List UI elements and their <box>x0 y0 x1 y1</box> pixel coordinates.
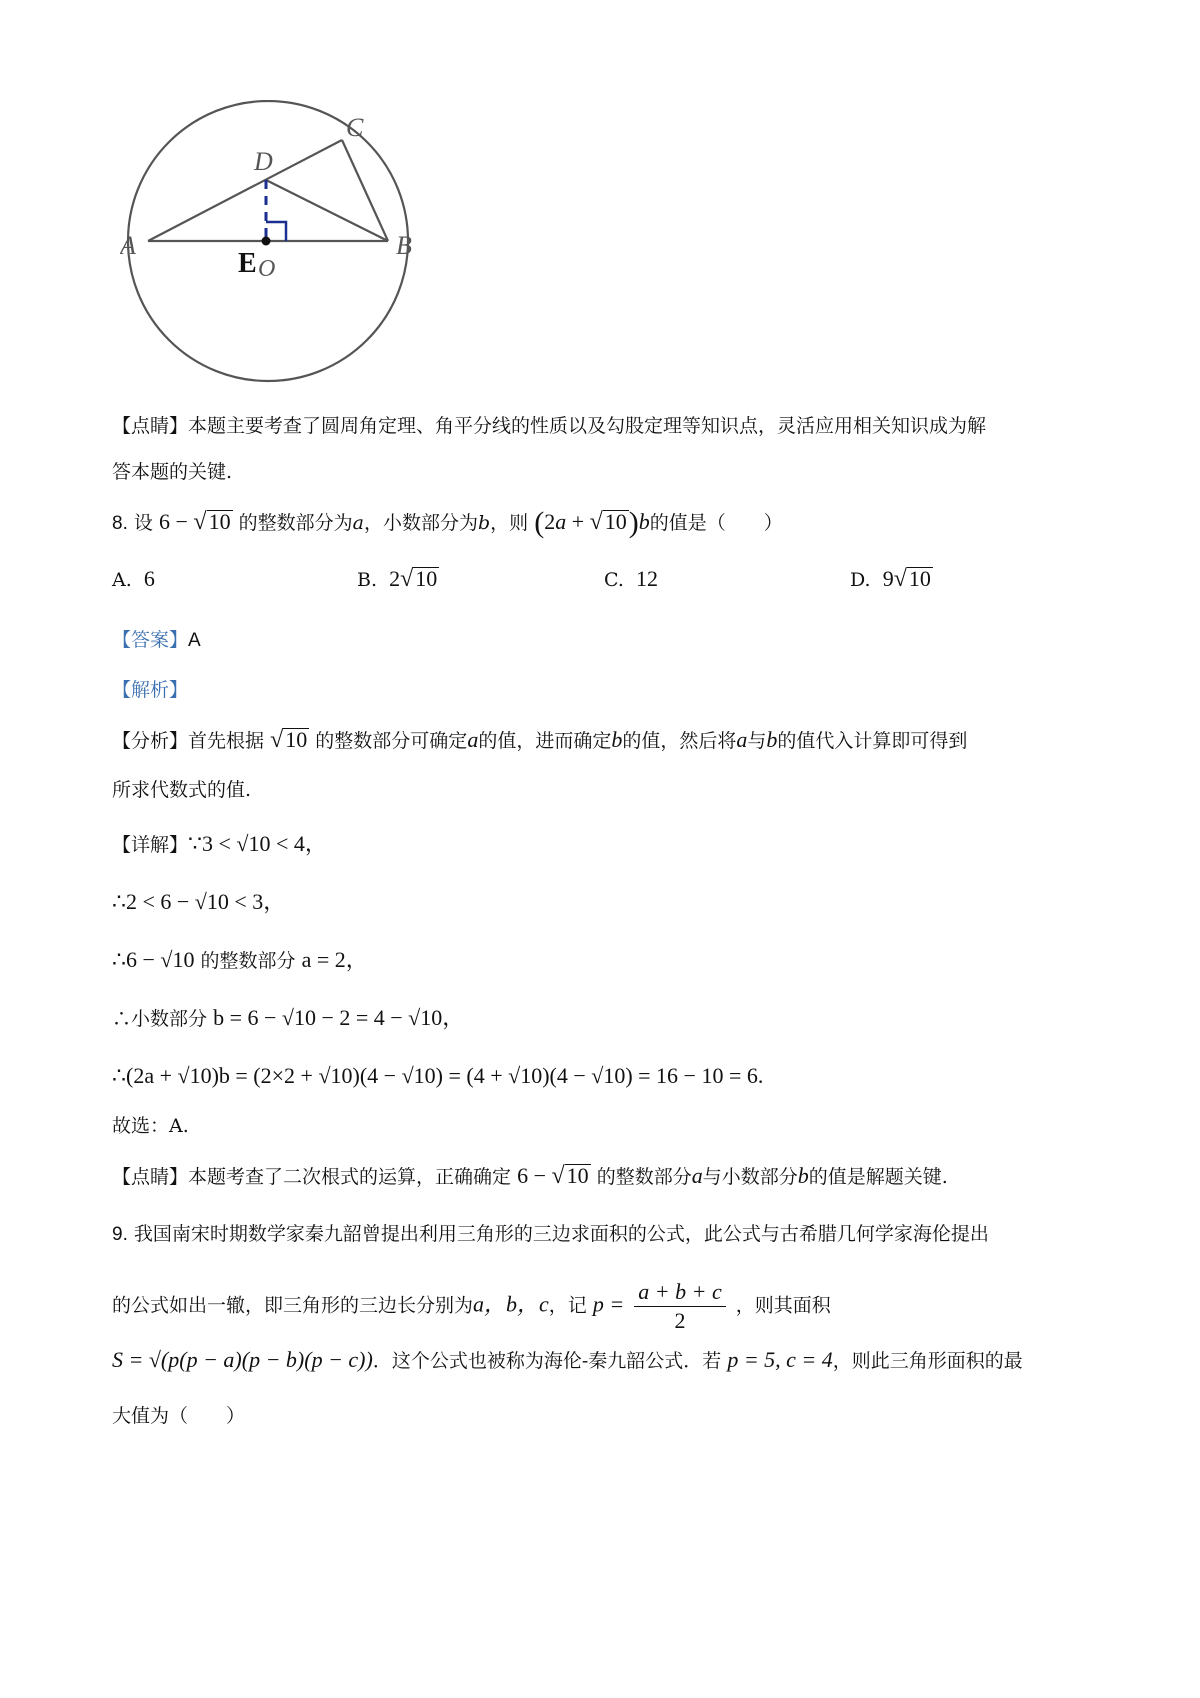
step-text: 的整数部分 <box>200 950 296 972</box>
detail-tag: 【详解】 <box>112 834 189 856</box>
fenxi-text: 与 <box>747 730 767 752</box>
var-a: a <box>467 727 479 752</box>
q9-line2 <box>112 1278 831 1335</box>
q8-comment <box>112 1162 948 1191</box>
segment-ac <box>148 140 342 241</box>
q9-line1 <box>112 1220 989 1249</box>
comment-tag: 【点睛】 <box>112 1166 189 1188</box>
comment-text: 本题主要考查了圆周角定理、角平分线的性质以及勾股定理等知识点，灵活应用相关知识成为解 <box>188 415 987 437</box>
detail-step4 <box>112 1004 464 1033</box>
option-a[interactable] <box>112 566 155 592</box>
comment-text: 答本题的关键. <box>112 461 233 483</box>
detail-step1 <box>112 830 327 859</box>
question-number: 8. <box>112 513 128 534</box>
var-a: a <box>352 512 364 534</box>
step-formula: ∴6 − √10 <box>112 947 195 972</box>
q7-comment-line2 <box>112 458 232 486</box>
option-d[interactable] <box>850 566 933 593</box>
option-letter: D. <box>850 569 871 591</box>
detail-step2 <box>112 888 285 917</box>
comment-text: 的值是解题关键. <box>808 1166 948 1188</box>
stem-text: 的值是（ ） <box>649 512 783 534</box>
option-letter: A. <box>112 569 132 591</box>
fenxi-line2 <box>112 776 251 804</box>
question-number: 9. <box>112 1224 128 1245</box>
q8-stem <box>112 508 783 538</box>
segment-db <box>266 180 388 241</box>
analysis-line <box>112 676 188 704</box>
option-value: 12 <box>636 566 658 591</box>
stem-text: 的整数部分为 <box>238 512 353 534</box>
expr-2a-plus-sqrt10-b: (2a + √10)b <box>534 506 650 539</box>
q7-comment-line1 <box>112 412 986 440</box>
detail-step5 <box>112 1062 763 1091</box>
stem-text: ，小数部分为 <box>363 512 478 534</box>
stem-text: ，则此三角形面积的最 <box>832 1350 1023 1372</box>
answer-line <box>112 626 201 655</box>
option-b[interactable] <box>357 566 439 593</box>
fenxi-text: 所求代数式的值. <box>112 779 252 801</box>
stem-text: ，则 <box>490 512 529 534</box>
stem-text: 我国南宋时期数学家秦九韶曾提出利用三角形的三边求面积的公式，此公式与古希腊几何学家海伦提出 <box>133 1223 989 1245</box>
q9-line4 <box>112 1402 245 1430</box>
fenxi-text: 首先根据 <box>188 730 265 752</box>
var-b: b <box>611 727 623 752</box>
label-e: E <box>238 248 257 279</box>
var-b: b <box>477 512 491 534</box>
option-letter: C. <box>604 569 624 591</box>
option-value: 9√10 <box>882 566 931 592</box>
step-text: ∴小数部分 <box>112 1008 208 1030</box>
option-value: 2√10 <box>389 566 438 592</box>
label-o: O <box>258 256 276 282</box>
stem-text: 设 <box>133 512 153 534</box>
var-a: a <box>691 1163 703 1188</box>
expr-sqrt10: √10 <box>270 727 308 753</box>
stem-text: ，则其面积 <box>735 1294 831 1317</box>
option-letter: B. <box>357 569 378 591</box>
vars-abc: a，b，c <box>473 1291 549 1317</box>
label-d: D <box>254 147 273 176</box>
fenxi-tag: 【分析】 <box>112 730 189 752</box>
fenxi-text: 的整数部分可确定 <box>315 730 468 752</box>
fraction-numerator: a + b + c <box>634 1278 725 1307</box>
option-c[interactable] <box>604 566 658 592</box>
choose-line <box>112 1112 189 1140</box>
p-equals: p = <box>592 1291 625 1317</box>
var-a: a <box>736 727 748 752</box>
var-b: b <box>797 1163 809 1188</box>
stem-text: ．这个公式也被称为海伦-秦九韶公式．若 <box>372 1350 722 1372</box>
fenxi-text: 的值，然后将 <box>622 730 737 752</box>
var-b: b <box>766 727 778 752</box>
expr-6-minus-sqrt10: 6 − √10 <box>158 509 231 535</box>
option-value: 6 <box>143 566 155 591</box>
fenxi-text: 的值，进而确定 <box>478 730 612 752</box>
choose-text: 故选：A. <box>112 1115 189 1137</box>
expr-6-minus-sqrt10: 6 − √10 <box>517 1163 589 1189</box>
step-formula: a = 2， <box>301 947 368 972</box>
answer-tag: 【答案】 <box>112 629 189 651</box>
condition-formula: p = 5, c = 4 <box>727 1347 833 1372</box>
heron-formula: S = √(p(p − a)(p − b)(p − c)) <box>112 1347 373 1372</box>
step-formula: ∵3 < √10 < 4， <box>188 831 327 856</box>
stem-text: ，记 <box>548 1294 587 1317</box>
analysis-tag: 【解析】 <box>112 679 189 701</box>
q9-line3 <box>112 1346 1023 1375</box>
comment-text: 本题考查了二次根式的运算，正确确定 <box>188 1166 512 1188</box>
fenxi-text: 的值代入计算即可得到 <box>777 730 968 752</box>
point-o <box>262 237 271 246</box>
step-formula: ∴(2a + √10)b = (2×2 + √10)(4 − √10) = (4 + √10)(4 − √10) = 16 − 10 = 6. <box>112 1063 764 1088</box>
label-c: C <box>346 113 364 142</box>
segment-cb <box>342 140 388 241</box>
detail-step3 <box>112 946 368 975</box>
fraction-denominator: 2 <box>674 1308 686 1333</box>
label-a: A <box>120 231 136 260</box>
step-formula: b = 6 − √10 − 2 = 4 − √10， <box>213 1005 465 1030</box>
stem-text: 大值为（ ） <box>112 1405 246 1427</box>
circle-figure <box>120 100 440 400</box>
answer-value: A <box>188 630 201 651</box>
fenxi-line1 <box>112 726 967 755</box>
comment-text: 的整数部分 <box>596 1166 692 1188</box>
comment-text: 与小数部分 <box>702 1166 798 1188</box>
label-b: B <box>396 231 412 260</box>
step-formula: ∴2 < 6 − √10 < 3， <box>112 889 286 914</box>
stem-text: 的公式如出一辙，即三角形的三边长分别为 <box>112 1294 474 1317</box>
comment-tag: 【点睛】 <box>112 415 189 437</box>
fraction-abc-over-2 <box>634 1278 725 1335</box>
